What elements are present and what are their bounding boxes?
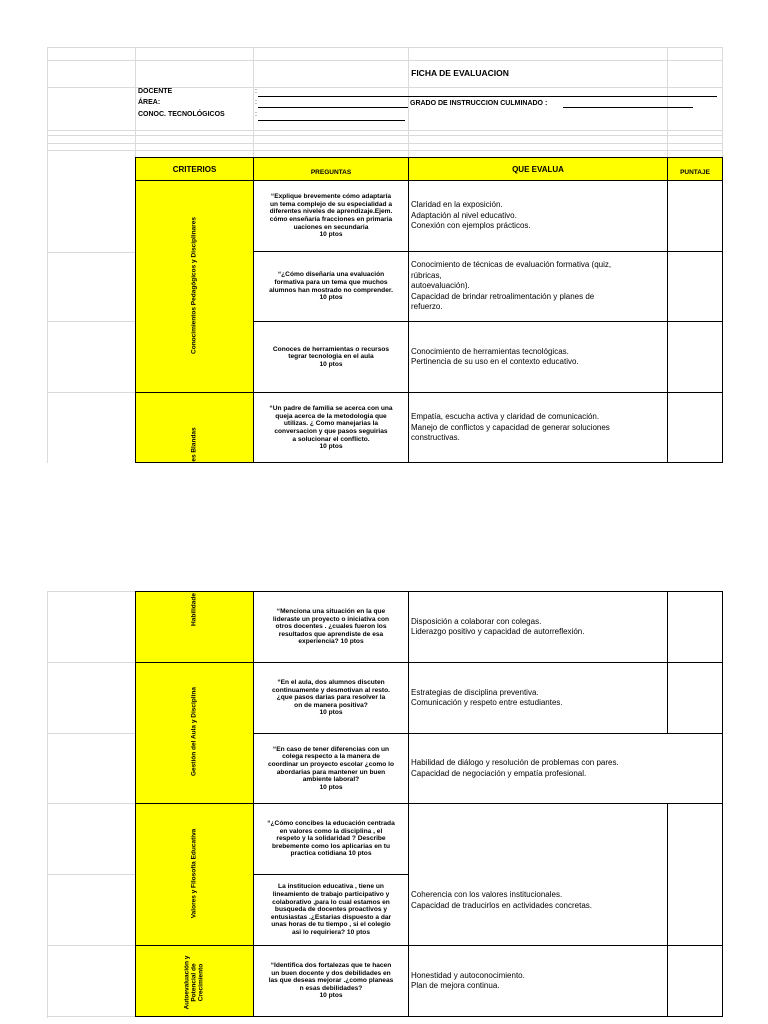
preguntas-header: PREGUNTAS bbox=[254, 158, 408, 180]
evaluation-7: Habilidad de diálogo y resolución de problemas con pares. Capacidad de negociación y empatía profesional. bbox=[411, 758, 619, 778]
criterion-pedagogicos-cell bbox=[136, 181, 253, 392]
evaluation-9: Honestidad y autoconocimiento. Plan de mejora continua. bbox=[411, 970, 525, 990]
puntaje-cell-3[interactable] bbox=[668, 322, 722, 392]
evaluation-1: Claridad en la exposición. Adaptación al nivel educativo. Conexión con ejemplos prácticos. bbox=[411, 200, 531, 231]
question-5: “Menciona una situación en la que lideraste un proyecto o iniciativa con otros docentes . ¿cuales fueron los resultados que aprendiste de esa experiencia? 10 ptos bbox=[272, 608, 390, 646]
area-colon: : bbox=[255, 99, 257, 106]
criterion-gestion-cell bbox=[136, 663, 253, 803]
docente-colon: : bbox=[255, 88, 257, 95]
conoc-colon: : bbox=[255, 111, 257, 118]
evaluation-8: Coherencia con los valores institucionales. Capacidad de traducirlos en actividades concretas. bbox=[411, 890, 592, 910]
criterion-autoevaluacion: Autoevaluación y Potencial de Crecimiento bbox=[183, 955, 205, 1010]
criterios-header: CRITERIOS bbox=[136, 158, 253, 180]
question-4: “Un padre de familia se acerca con una queja acerca de la metodologia que utilizas. ¿ Como manejarias la conversacion y que pasos seguirias a solucionar el conflicto. 10 ptos bbox=[269, 405, 393, 451]
grado-label: GRADO DE INSTRUCCION CULMINADO : bbox=[410, 100, 548, 107]
conoc-label: CONOC. TECNOLÓGICOS bbox=[138, 111, 225, 118]
puntaje-cell-5[interactable] bbox=[668, 592, 722, 662]
question-8: “¿Cómo concibes la educación centrada en valores como la disciplina , el respeto y la solidaridad ? Describe brebemente como los aplicarias en tu practica cotidiana 10 ptos bbox=[267, 820, 395, 858]
puntaje-cell-9[interactable] bbox=[668, 946, 722, 1016]
area-label: ÁREA: bbox=[138, 99, 161, 106]
puntaje-cell-4[interactable] bbox=[668, 393, 722, 463]
puntaje-cell-6[interactable] bbox=[668, 663, 722, 733]
question-2: “¿Cómo diseñaría una evaluación formativa para un tema que muchos alumnos han mostrado no comprender. 10 ptos bbox=[269, 271, 393, 302]
criterion-blandas-cell bbox=[136, 393, 253, 463]
question-10: “Identifica dos fortalezas que te hacen un buen docente y dos debilidades en las que deseas mejorar .¿como planeas n esas debilidades? 10 ptos bbox=[268, 962, 394, 1000]
criterion-gestion: Gestión del Aula y Disciplina bbox=[190, 687, 198, 776]
criterion-autoevaluacion-cell bbox=[136, 946, 253, 1016]
question-1: “Explique brevemente cómo adaptaría un tema complejo de su especialidad a diferentes niveles de aprendizaje.Ejem. cómo enseñaría fracciones en primaria uaciones en secundaria 10 ptos bbox=[269, 193, 393, 239]
criterion-habilidades-cell bbox=[136, 592, 253, 662]
docente-field[interactable] bbox=[258, 96, 717, 97]
criterion-pedagogicos: Conocimientos Pedagógicos y Disciplinares bbox=[190, 217, 198, 354]
grado-field[interactable] bbox=[563, 107, 693, 108]
area-field[interactable] bbox=[258, 107, 408, 108]
criterion-valores: Valores y Filosofía Educativa bbox=[190, 828, 198, 919]
docente-label: DOCENTE bbox=[138, 88, 173, 95]
question-6: “En el aula, dos alumnos discuten continuamente y desmotivan al resto. ¿que pasos darías para resolver la on de manera positiva? 10 ptos bbox=[272, 679, 390, 717]
criterion-habilidades: Habilidade bbox=[190, 593, 198, 626]
question-9: La institucion educativa , tiene un lineamiento de trabajo participativo y colaborativo ,para lo cual estamos en busqueda de docentes proactivos y entusiastas .¿Estarias dispuesto a dar unas horas de tu tiempo , si el colegio asi lo requiriera? 10 ptos bbox=[270, 883, 392, 936]
evaluation-3: Conocimiento de herramientas tecnológicas. Pertinencia de su uso en el contexto educativo. bbox=[411, 346, 579, 366]
criterion-blandas: es Blandas bbox=[190, 427, 198, 462]
criterion-valores-cell bbox=[136, 804, 253, 945]
evaluation-4: Empatía, escucha activa y claridad de comunicación. Manejo de conflictos y capacidad de generar soluciones constructivas. bbox=[411, 412, 610, 443]
form-title: FICHA DE EVALUACION bbox=[411, 68, 509, 78]
evaluation-5: Disposición a colaborar con colegas. Liderazgo positivo y capacidad de autorreflexión. bbox=[411, 616, 585, 636]
puntaje-header: PUNTAJE bbox=[668, 158, 722, 180]
puntaje-cell-2[interactable] bbox=[668, 252, 722, 321]
evaluation-2: Conocimiento de técnicas de evaluación formativa (quiz, rúbricas, autoevaluación). Capacidad de brindar retroalimentación y planes de refuerzo. bbox=[411, 260, 612, 312]
puntaje-cell-1[interactable] bbox=[668, 181, 722, 251]
que-evalua-header: QUE EVALUA bbox=[409, 158, 667, 180]
puntaje-cell-8[interactable] bbox=[668, 804, 722, 945]
evaluation-6: Estrategias de disciplina preventiva. Comunicación y respeto entre estudiantes. bbox=[411, 687, 563, 707]
question-3: Conoces de herramientas o recursos tegrar tecnologia en el aula 10 ptos bbox=[272, 345, 390, 368]
conoc-field[interactable] bbox=[258, 120, 405, 121]
question-7: “En caso de tener diferencias con un colega respecto a la manera de coordinar un proyecto escolar ¿como lo abordarias para mantener un buen ambiente laboral? 10 ptos bbox=[267, 745, 395, 791]
